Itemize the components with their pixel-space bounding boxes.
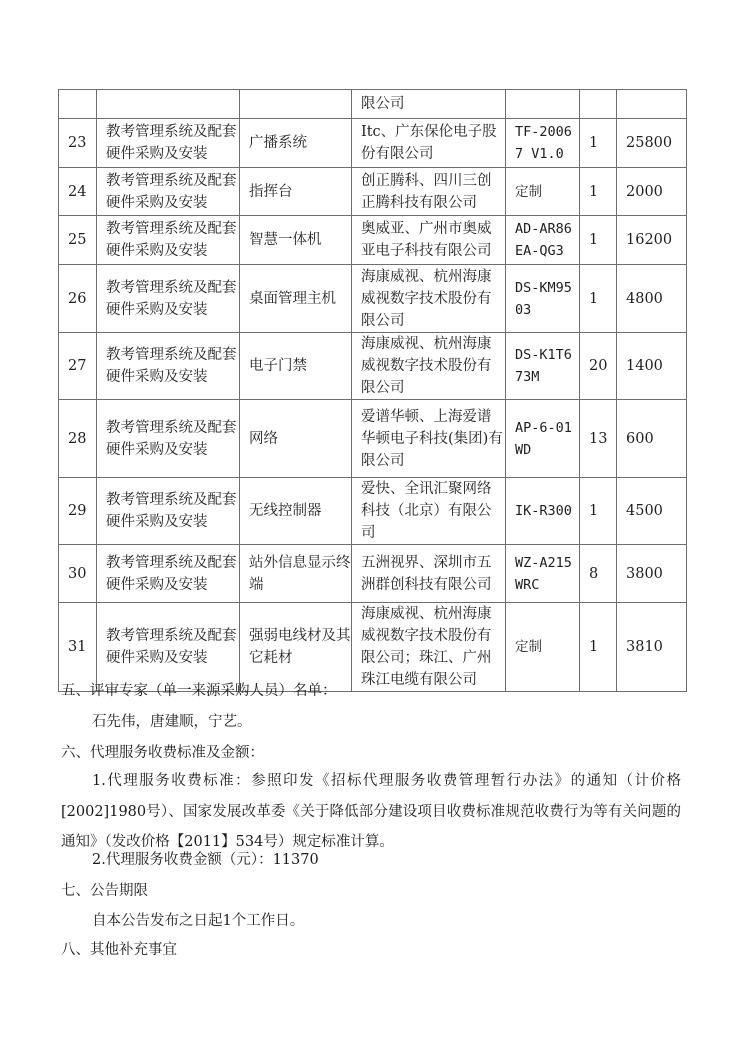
cell-item: 无线控制器 xyxy=(240,478,352,545)
cell-project xyxy=(97,90,240,119)
cell-qty: 1 xyxy=(580,168,617,216)
cell-price: 25800 xyxy=(617,119,687,168)
cell-model: DS-K1T673M xyxy=(506,333,580,400)
cell-project: 教考管理系统及配套硬件采购及安装 xyxy=(97,216,240,265)
table-row xyxy=(59,603,687,692)
cell-brand: 爱快、全讯汇聚网络科技（北京）有限公司 xyxy=(352,478,506,545)
cell-qty: 20 xyxy=(580,333,617,400)
cell-qty: 1 xyxy=(580,265,617,333)
cell-index xyxy=(59,90,97,119)
cell-project: 教考管理系统及配套硬件采购及安装 xyxy=(97,545,240,603)
cell-qty: 8 xyxy=(580,545,617,603)
cell-model: 定制 xyxy=(506,168,580,216)
cell-qty: 1 xyxy=(580,216,617,265)
cell-project: 教考管理系统及配套硬件采购及安装 xyxy=(97,119,240,168)
cell-project: 教考管理系统及配套硬件采购及安装 xyxy=(97,400,240,478)
cell-model: DS-KM9503 xyxy=(506,265,580,333)
cell-project: 教考管理系统及配套硬件采购及安装 xyxy=(97,333,240,400)
cell-item: 指挥台 xyxy=(240,168,352,216)
table-row xyxy=(59,265,687,333)
cell-qty xyxy=(580,90,617,119)
table-row xyxy=(59,400,687,478)
cell-index: 28 xyxy=(59,400,97,478)
cell-brand: 海康威视、杭州海康威视数字技术股份有限公司 xyxy=(352,265,506,333)
cell-brand: 海康威视、杭州海康威视数字技术股份有限公司；珠江、广州珠江电缆有限公司 xyxy=(352,603,506,692)
cell-brand: 奥威亚、广州市奥威亚电子科技有限公司 xyxy=(352,216,506,265)
cell-price: 3800 xyxy=(617,545,687,603)
cell-index: 23 xyxy=(59,119,97,168)
cell-project: 教考管理系统及配套硬件采购及安装 xyxy=(97,265,240,333)
cell-model: IK-R300 xyxy=(506,478,580,545)
cell-brand: Itc、广东保伦电子股份有限公司 xyxy=(352,119,506,168)
cell-item: 强弱电线材及其它耗材 xyxy=(240,603,352,692)
cell-qty: 13 xyxy=(580,400,617,478)
cell-index: 25 xyxy=(59,216,97,265)
cell-project: 教考管理系统及配套硬件采购及安装 xyxy=(97,168,240,216)
cell-index: 30 xyxy=(59,545,97,603)
cell-item: 智慧一体机 xyxy=(240,216,352,265)
cell-brand: 限公司 xyxy=(352,90,506,119)
section-5-title: 五、评审专家（单一来源采购人员）名单： xyxy=(61,683,337,699)
table-row xyxy=(59,168,687,216)
cell-project: 教考管理系统及配套硬件采购及安装 xyxy=(97,603,240,692)
cell-price: 4500 xyxy=(617,478,687,545)
cell-index: 24 xyxy=(59,168,97,216)
cell-price: 1400 xyxy=(617,333,687,400)
cell-price: 16200 xyxy=(617,216,687,265)
table-row xyxy=(59,545,687,603)
cell-item: 广播系统 xyxy=(240,119,352,168)
cell-item: 电子门禁 xyxy=(240,333,352,400)
cell-model: AD-AR86EA-QG3 xyxy=(506,216,580,265)
cell-price: 600 xyxy=(617,400,687,478)
cell-index: 31 xyxy=(59,603,97,692)
cell-item: 网络 xyxy=(240,400,352,478)
cell-item xyxy=(240,90,352,119)
table-row xyxy=(59,478,687,545)
section-7-body: 自本公告发布之日起1个工作日。 xyxy=(92,913,305,929)
cell-price: 3810 xyxy=(617,603,687,692)
section-6-title: 六、代理服务收费标准及金额： xyxy=(61,745,264,761)
cell-model: TF-20067 V1.0 xyxy=(506,119,580,168)
cell-brand: 创正腾科、四川三创正腾科技有限公司 xyxy=(352,168,506,216)
section-6-item-1: 1.代理服务收费标准：参照印发《招标代理服务收费管理暂行办法》的通知（计价格[2002]1980号）、国家发展改革委《关于降低部分建设项目收费标准规范收费行为等有关问题的通知》（发改价格【2011】534号）规定标准计算。 xyxy=(61,773,681,850)
section-8-title: 八、其他补充事宜 xyxy=(61,942,177,958)
cell-project: 教考管理系统及配套硬件采购及安装 xyxy=(97,478,240,545)
cell-index: 26 xyxy=(59,265,97,333)
cell-model: 定制 xyxy=(506,603,580,692)
cell-brand: 海康威视、杭州海康威视数字技术股份有限公司 xyxy=(352,333,506,400)
section-7-title: 七、公告期限 xyxy=(61,883,148,899)
procurement-items-table xyxy=(58,89,687,692)
table-row-continuation xyxy=(59,90,687,119)
cell-model: WZ-A215WRC xyxy=(506,545,580,603)
table-row xyxy=(59,333,687,400)
cell-price: 4800 xyxy=(617,265,687,333)
cell-qty: 1 xyxy=(580,478,617,545)
cell-index: 27 xyxy=(59,333,97,400)
cell-model xyxy=(506,90,580,119)
cell-price: 2000 xyxy=(617,168,687,216)
cell-qty: 1 xyxy=(580,119,617,168)
cell-model: AP-6-01WD xyxy=(506,400,580,478)
cell-index: 29 xyxy=(59,478,97,545)
cell-qty: 1 xyxy=(580,603,617,692)
cell-item: 桌面管理主机 xyxy=(240,265,352,333)
table-row xyxy=(59,119,687,168)
cell-item: 站外信息显示终端 xyxy=(240,545,352,603)
section-5-body: 石先伟，唐建顺，宁艺。 xyxy=(92,714,252,730)
section-6-item-2: 2.代理服务收费金额（元）：11370 xyxy=(92,852,319,868)
cell-brand: 爱谱华顿、上海爱谱华顿电子科技(集团)有限公司 xyxy=(352,400,506,478)
cell-brand: 五洲视界、深圳市五洲群创科技有限公司 xyxy=(352,545,506,603)
cell-price xyxy=(617,90,687,119)
table-row xyxy=(59,216,687,265)
